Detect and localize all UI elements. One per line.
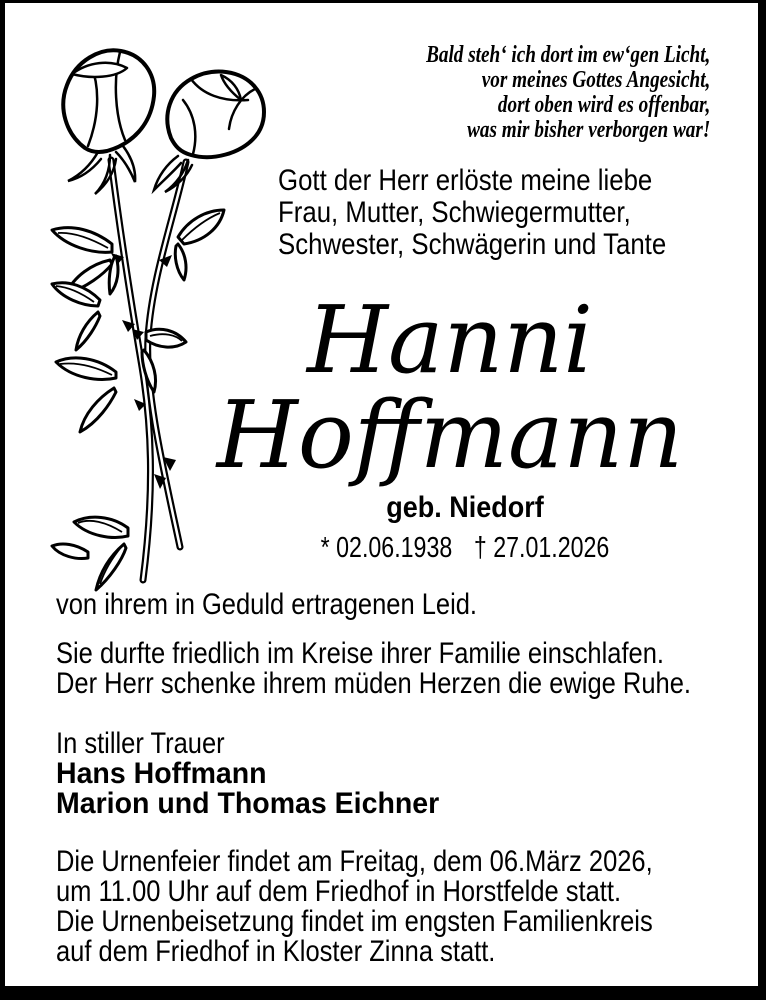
mourner-name: Hans Hoffmann [56, 757, 267, 790]
intro-line: Gott der Herr erlöste meine liebe [278, 164, 653, 197]
mourner-name: Marion und Thomas Eichner [56, 787, 440, 820]
intro-line: Schwester, Schwägerin und Tante [278, 228, 667, 261]
condolence-line: Der Herr schenke ihrem müden Herzen die ewige Ruhe. [56, 667, 691, 700]
life-dates [217, 533, 713, 563]
death-date: † 27.01.2026 [473, 532, 610, 564]
birth-date: * 02.06.1938 [320, 532, 453, 564]
maiden-name: geb. Niedorf [386, 491, 544, 524]
deceased-first-name: Hanni [306, 286, 594, 394]
mourning-intro: In stiller Trauer [56, 727, 225, 760]
condolence-text [56, 639, 691, 699]
intro-text [278, 165, 666, 261]
ceremony-line: um 11.00 Uhr auf dem Friedhof in Horstfelde statt. [56, 875, 622, 908]
verse-line: vor meines Gottes Angesicht, [481, 67, 710, 93]
deceased-name [145, 286, 755, 489]
verse-line: was mir bisher verborgen war! [466, 117, 710, 143]
continuation-line: von ihrem in Geduld ertragenen Leid. [56, 588, 478, 621]
intro-line: Frau, Mutter, Schwiegermutter, [278, 196, 631, 229]
deceased-last-name: Hoffmann [216, 381, 684, 489]
right-rose-bloom [154, 72, 264, 192]
ceremony-line: Die Urnenfeier findet am Freitag, dem 06.März 2026, [56, 845, 653, 878]
ceremony-line: Die Urnenbeisetzung findet im engsten Familienkreis [56, 905, 653, 938]
ceremony-line: auf dem Friedhof in Kloster Zinna statt. [56, 935, 496, 968]
mourner-names [56, 759, 439, 819]
memorial-verse [426, 43, 710, 143]
ceremony-details [56, 847, 653, 967]
verse-line: Bald steh‘ ich dort im ew‘gen Licht, [425, 42, 710, 68]
left-rosebud [63, 50, 154, 194]
verse-line: dort oben wird es offenbar, [497, 92, 710, 118]
condolence-line: Sie durfte friedlich im Kreise ihrer Familie einschlafen. [56, 637, 665, 670]
